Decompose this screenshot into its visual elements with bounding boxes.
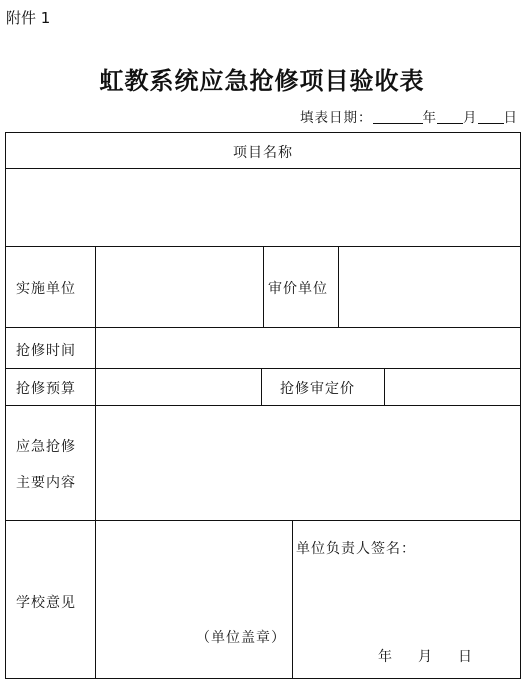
unit-seal-label: （单位盖章）	[196, 630, 286, 646]
page-title: 虹教系统应急抢修项目验收表	[99, 66, 425, 95]
table-divider	[95, 246, 96, 678]
audit-unit-label: 审价单位	[268, 281, 328, 297]
audited-price-label: 抢修审定价	[280, 381, 355, 397]
fill-date	[300, 106, 518, 126]
year-label: 年	[422, 110, 437, 126]
table-rule	[5, 405, 521, 406]
table-rule	[5, 168, 521, 169]
project-name-label: 项目名称	[233, 145, 293, 161]
month-label: 月	[463, 110, 478, 126]
implement-unit-label: 实施单位	[16, 281, 76, 297]
fill-date-label: 填表日期：	[300, 110, 373, 126]
day-label: 日	[503, 110, 518, 126]
content-label-line2: 主要内容	[16, 475, 76, 491]
signature-label: 单位负责人签名：	[296, 541, 416, 557]
table-divider	[292, 520, 293, 678]
month-blank	[437, 110, 463, 124]
sig-year-label: 年	[378, 649, 393, 665]
table-rule	[5, 520, 521, 521]
table-divider	[261, 368, 262, 405]
school-opinion-label: 学校意见	[16, 595, 76, 611]
table-border-right	[520, 132, 521, 679]
table-border-top	[5, 132, 521, 133]
table-divider	[338, 246, 339, 327]
table-divider	[263, 246, 264, 327]
repair-budget-label: 抢修预算	[16, 381, 76, 397]
table-rule	[5, 368, 521, 369]
content-label-line1: 应急抢修	[16, 439, 76, 455]
repair-time-label: 抢修时间	[16, 343, 76, 359]
table-border-bottom	[5, 678, 521, 679]
attachment-label: 附件 1	[6, 9, 51, 27]
day-blank	[478, 110, 504, 124]
table-border-left	[5, 132, 6, 679]
sig-day-label: 日	[458, 649, 473, 665]
table-divider	[384, 368, 385, 405]
year-blank	[373, 110, 423, 124]
sig-month-label: 月	[418, 649, 433, 665]
table-rule	[5, 327, 521, 328]
